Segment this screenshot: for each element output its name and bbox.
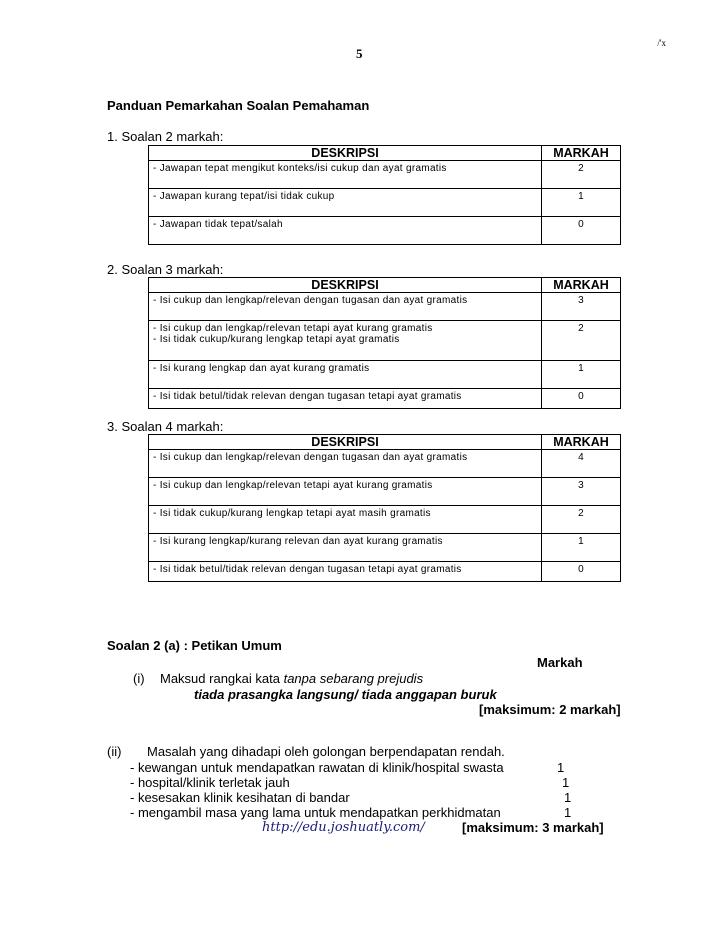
item-mark: 1	[564, 790, 572, 805]
desc-header: DESKRIPSI	[149, 435, 542, 450]
row-description: - Isi tidak betul/tidak relevan dengan tugasan tetapi ayat gramatis	[149, 389, 542, 409]
table-row	[149, 161, 621, 189]
row-description: - Isi cukup dan lengkap/relevan tetapi ayat kurang gramatis	[149, 478, 542, 506]
answer-heading: Soalan 2 (a) : Petikan Umum	[107, 638, 282, 653]
table-row	[149, 534, 621, 562]
row-mark: 2	[542, 506, 621, 534]
section-label: 2. Soalan 3 markah:	[107, 262, 224, 277]
rubric-table-3	[148, 434, 621, 582]
row-mark: 4	[542, 450, 621, 478]
row-mark: 0	[542, 389, 621, 409]
table-row	[149, 389, 621, 409]
section-label: 1. Soalan 2 markah:	[107, 129, 224, 144]
question-phrase: tanpa sebarang prejudis	[283, 671, 424, 686]
table-row	[149, 361, 621, 389]
row-description: - Isi cukup dan lengkap/relevan dengan tugasan dan ayat gramatis	[149, 293, 542, 321]
source-url[interactable]: http://edu.joshuatly.com/	[262, 820, 425, 835]
row-description: - Isi cukup dan lengkap/relevan dengan tugasan dan ayat gramatis	[149, 450, 542, 478]
question-text-plain: Maksud rangkai kata	[160, 671, 284, 686]
table-row	[149, 217, 621, 245]
table-row	[149, 562, 621, 582]
table-row	[149, 450, 621, 478]
desc-header: DESKRIPSI	[149, 278, 542, 293]
row-description: - Jawapan tidak tepat/salah	[149, 217, 542, 245]
mark-header: MARKAH	[542, 278, 621, 293]
row-description: - Isi tidak cukup/kurang lengkap tetapi ayat masih gramatis	[149, 506, 542, 534]
row-description: - Isi kurang lengkap/kurang relevan dan ayat kurang gramatis	[149, 534, 542, 562]
table-row	[149, 293, 621, 321]
row-mark: 1	[542, 361, 621, 389]
markah-label: Markah	[537, 655, 583, 670]
table-row	[149, 321, 621, 361]
row-description-line: - Isi cukup dan lengkap/relevan tetapi ayat kurang gramatis	[153, 323, 433, 334]
page-number: 5	[356, 46, 363, 61]
row-description: - Jawapan tepat mengikut konteks/isi cukup dan ayat gramatis	[149, 161, 542, 189]
row-description: - Isi kurang lengkap dan ayat kurang gramatis	[149, 361, 542, 389]
mark-header: MARKAH	[542, 435, 621, 450]
mark-header: MARKAH	[542, 146, 621, 161]
list-item: - mengambil masa yang lama untuk mendapatkan perkhidmatan	[130, 805, 501, 820]
row-mark: 2	[542, 321, 621, 361]
list-item: - hospital/klinik terletak jauh	[130, 775, 290, 790]
row-description: - Isi tidak betul/tidak relevan dengan tugasan tetapi ayat gramatis	[149, 562, 542, 582]
row-description: - Jawapan kurang tepat/isi tidak cukup	[149, 189, 542, 217]
max-marks: [maksimum: 2 markah]	[479, 702, 621, 717]
table-row	[149, 478, 621, 506]
rubric-table-2	[148, 277, 621, 409]
row-description-line: - Isi tidak cukup/kurang lengkap tetapi ayat gramatis	[153, 334, 400, 345]
item-mark: 1	[562, 775, 570, 790]
page-title: Panduan Pemarkahan Soalan Pemahaman	[107, 98, 370, 113]
row-mark: 1	[542, 189, 621, 217]
item-mark: 1	[557, 760, 565, 775]
row-description	[149, 321, 542, 361]
question-text: Masalah yang dihadapi oleh golongan berpendapatan rendah.	[147, 744, 505, 759]
row-mark: 2	[542, 161, 621, 189]
list-item: - kewangan untuk mendapatkan rawatan di klinik/hospital swasta	[130, 760, 504, 775]
item-mark: 1	[564, 805, 572, 820]
desc-header: DESKRIPSI	[149, 146, 542, 161]
row-mark: 3	[542, 293, 621, 321]
row-mark: 0	[542, 562, 621, 582]
question-number: (i)	[133, 671, 145, 686]
question-number: (ii)	[107, 744, 122, 759]
answer-text: tiada prasangka langsung/ tiada anggapan buruk	[194, 687, 497, 702]
corner-mark: /'x	[657, 38, 666, 48]
table-row	[149, 189, 621, 217]
question-text	[160, 671, 423, 686]
table-row	[149, 506, 621, 534]
rubric-table-1	[148, 145, 621, 245]
section-label: 3. Soalan 4 markah:	[107, 419, 224, 434]
row-mark: 1	[542, 534, 621, 562]
row-mark: 0	[542, 217, 621, 245]
row-mark: 3	[542, 478, 621, 506]
list-item: - kesesakan klinik kesihatan di bandar	[130, 790, 350, 805]
max-marks: [maksimum: 3 markah]	[462, 820, 604, 835]
